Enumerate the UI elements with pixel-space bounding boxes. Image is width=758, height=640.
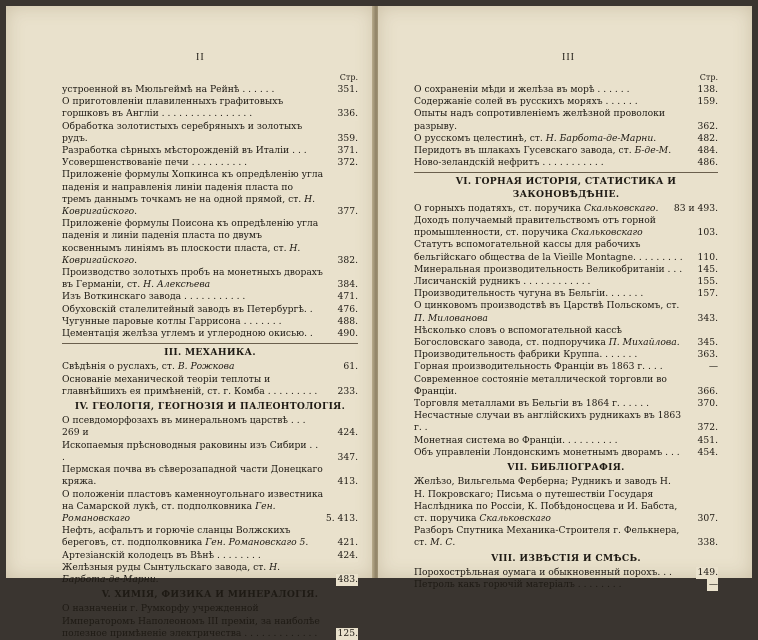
toc-entry [62, 218, 358, 267]
entries-d [62, 603, 358, 640]
entries-a [414, 84, 718, 169]
entry-title: Желѣзо, Вильгельма Ферберна; Рудникъ и заводъ Н. Н. Покровскаго; Письма о путешествіи Государя Наслѣдника по Россіи, К. Побѣдоносцева и И. Бабста, ст. поручика [414, 476, 678, 524]
entry-title: Торговля металлами въ Бельгіи въ 1864 г. . . . . . [414, 398, 650, 410]
entry-title: Основаніе механической теоріи теплоты и главнѣйшихъ ея примѣненій, ст. г. Комба . . . . . . . . . [62, 373, 318, 397]
toc-entry [62, 525, 358, 549]
entry-title: Приложеніе формулы Хопкинса къ опредѣленію угла паденія и направленія линіи паденія пласта по тремъ даннымъ точкамъ не на одной прямой, ст. [62, 169, 324, 205]
entry-title: Перидотъ въ шлакахъ Гусевскаго завода, ст. [414, 145, 632, 157]
entry-page-number: 384. [337, 279, 358, 291]
entry-author: Н. Барбота-де-Марни. [62, 561, 281, 585]
entry-page-number: 138. [697, 84, 718, 95]
entry-page-number: 343. [697, 312, 718, 324]
toc-entry [414, 84, 718, 96]
toc-entry [414, 525, 718, 549]
entry-page-number: 362. [697, 120, 718, 132]
entry-title: Изъ Воткинскаго завода . . . . . . . . . . . [62, 291, 246, 303]
entry-page-number: 159. [697, 96, 718, 108]
entry-page-number: 488. [337, 315, 358, 327]
entry-page-number: 413. [337, 476, 358, 488]
entry-title: Несчастные случаи въ англійскихъ рудникахъ въ 1863 г. . [414, 410, 682, 434]
toc-entry [414, 374, 718, 398]
entry-author: П. Михайлова. [608, 337, 680, 349]
toc-entry [62, 361, 358, 373]
left-page [6, 6, 374, 639]
toc-entry [414, 145, 718, 157]
entry-page-number: 233. [337, 385, 358, 397]
toc-entry [414, 398, 718, 410]
entry-title: Монетная система во Франціи. . . . . . . . . . [414, 434, 618, 446]
toc-entry [62, 440, 358, 464]
toc-entry [62, 304, 358, 316]
toc-entry [414, 300, 718, 324]
entry-author: Ген. Романовскаго [62, 500, 276, 524]
entry-page-number: 471. [337, 291, 358, 303]
entry-title: Порохострѣльная оумага и обыкновенный порохъ. . . [414, 566, 672, 578]
entry-title: О горныхъ податяхъ, ст. поручика [414, 202, 582, 214]
entry-page-number: 451. [697, 434, 718, 446]
entry-title: Свѣдѣнія о руслахъ, ст. [62, 361, 175, 373]
entry-title: Разборъ Спутника Механика-Строителя г. Фелькнера, ст. [414, 525, 680, 549]
entry-title: Объ управленіи Лондонскимъ монетнымъ дворамъ . . . [414, 446, 680, 458]
entry-page-number: 424. [337, 427, 358, 439]
entry-page-number: 382. [337, 254, 358, 266]
toc-entry [414, 215, 718, 239]
entry-title: Горная производительность Франціи въ 1863 г. . . . [414, 361, 663, 373]
section-heading: VII. БИБЛІОГРАФІЯ. [507, 462, 625, 474]
toc-entry [414, 276, 718, 288]
page-number: II [196, 52, 205, 63]
toc-entry [62, 157, 358, 169]
toc-entry [62, 267, 358, 291]
divider [62, 343, 358, 344]
section-heading: IV. ГЕОЛОГІЯ, ГЕОГНОЗІЯ И ПАЛЕОНТОЛОГІЯ. [74, 401, 346, 413]
entry-author: Скальковскаго. [583, 202, 659, 214]
toc-entry [414, 288, 718, 300]
toc-entry [414, 579, 718, 591]
toc-entry [62, 550, 358, 562]
entry-page-number: 372. [697, 422, 718, 434]
toc-entry [62, 121, 358, 145]
entry-page-number: 372. [337, 157, 358, 169]
divider [414, 172, 718, 173]
entry-page-number: 370. [697, 398, 718, 410]
entry-author: В. Рожкова [177, 361, 235, 373]
toc-entry [62, 489, 358, 526]
entry-page-number: 157. [697, 288, 718, 300]
entry-title: Ново-зеландскій нефритъ . . . . . . . . . . . [414, 157, 604, 169]
entry-page-number: 486. [697, 157, 718, 169]
entry-page-number: 83 и 493. [673, 202, 718, 214]
entry-author: Н. Барбота-де-Марни. [545, 132, 657, 144]
toc-entry [414, 203, 718, 215]
entry-page-number: 125. [337, 627, 358, 639]
entry-page-number: 307. [697, 512, 718, 524]
entry-page-number: 345. [697, 337, 718, 349]
entry-page-number: 347. [337, 451, 358, 463]
entry-title: О приготовленіи плавиленныхъ графитовыхъ горшковъ въ Англіи . . . . . . . . . . . . . . . . [62, 96, 284, 120]
entry-page-number: 359. [337, 132, 358, 144]
toc-entry [414, 96, 718, 108]
entries-c [414, 476, 718, 549]
entry-page-number: 351. [337, 84, 358, 95]
entry-author: Н. Ковригайского. [62, 193, 316, 218]
entry-title: Лисичанскій рудникъ . . . . . . . . . . . . [414, 276, 591, 288]
entry-page-number: 338. [697, 537, 718, 549]
toc-entry [414, 435, 718, 447]
entry-page-number: 5. 413. [325, 512, 358, 524]
toc-entry [414, 157, 718, 169]
entry-title: Производство золотыхъ пробъ на монетныхъ дворахъ въ Германіи, ст. [62, 267, 323, 291]
entry-title: Минеральная производительность Великобританіи . . . [414, 263, 683, 275]
entry-title: устроенной въ Мюльгеймѣ на Рейнѣ . . . . . . [62, 84, 275, 95]
entry-page-number: 484. [697, 145, 718, 157]
section-heading: VI. ГОРНАЯ ИСТОРІЯ, СТАТИСТИКА И ЗАКОНОВѢДѢНІЕ. [455, 176, 677, 200]
toc-entry [62, 291, 358, 303]
entry-title: О цинковомъ производствѣ въ Царствѣ Польскомъ, ст. [414, 300, 680, 312]
toc-entry [414, 349, 718, 361]
entry-page-number: 103. [697, 227, 718, 239]
entry-page-number: 424. [337, 549, 358, 561]
entry-page-number: 482. [697, 132, 718, 144]
entry-title: О псевдоморфозахъ въ минеральномъ царствѣ . . . 269 и [62, 415, 306, 439]
entry-page-number: 483. [337, 573, 358, 585]
toc-entry [414, 567, 718, 579]
entry-title: Доходъ получаемый правительствомъ отъ горной промышленности, ст. поручика [414, 215, 656, 239]
entry-page-number: 421. [337, 537, 358, 549]
entry-author: П. Милованова [414, 312, 488, 324]
entry-title: Приложеніе формулы Поисона къ опредѣленію угла паденія и линіи паденія пласта по двумъ косвеннымъ линіямъ въ плоскости пласта, ст. [62, 218, 319, 254]
toc-entry [62, 96, 358, 120]
entry-page-number: 363. [697, 349, 718, 361]
entry-title: Нефть, асфальтъ и горючіе сланцы Волжскихъ береговъ, ст. подполковника [62, 525, 291, 549]
entry-title: Статутъ вспомогательной кассы для рабочихъ бельгійскаго общества de la Vieille Montagne. . . . . . . . . [414, 239, 683, 263]
entries-b [62, 361, 358, 398]
toc-column [62, 72, 358, 640]
section-heading: V. ХИМІЯ, ФИЗИКА И МИНЕРАЛОГІЯ. [101, 589, 319, 601]
entry-page-number: 336. [337, 108, 358, 120]
entry-title: Производительность фабрики Круппа. . . . . . . [414, 349, 638, 361]
entry-title: Желѣзныя руды Сынтульскаго завода, ст. [62, 561, 267, 573]
entry-page-number: — [708, 361, 718, 373]
toc-entry [62, 328, 358, 340]
entry-title: О положеніи пластовъ каменноугольнаго известника на Самарской лукѣ, ст. подполковника [62, 488, 324, 512]
entry-page-number: 371. [337, 145, 358, 157]
entry-title: Содержаніе солей въ русскихъ моряхъ . . . . . . [414, 96, 638, 108]
entry-author: Б-де-М. [634, 145, 672, 157]
entry-title: Обуховскій сталелитейный заводъ въ Петербургѣ. . [62, 303, 313, 315]
toc-entry [62, 464, 358, 488]
entry-title: О русскомъ целестинѣ, ст. [414, 132, 543, 144]
section-heading: VIII. ИЗВѢСТІЯ И СМѢСЬ. [491, 552, 641, 564]
entry-title: Производительность чугуна въ Бельгіи. . . . . . . [414, 288, 644, 300]
toc-entry [414, 447, 718, 459]
page-number: III [562, 52, 575, 63]
toc-entry [62, 84, 358, 96]
toc-entry [62, 316, 358, 328]
entry-page-number: 377. [337, 206, 358, 218]
entry-title: Артезіанскій колодецъ въ Вѣнѣ . . . . . . . . [62, 549, 261, 561]
entry-page-number: 476. [337, 303, 358, 315]
toc-entry [414, 361, 718, 373]
entry-page-number: 490. [337, 328, 358, 340]
entry-author: Скальковскаго [479, 512, 551, 524]
entry-page-number: 110. [697, 251, 718, 263]
toc-entry [414, 410, 718, 434]
toc-entry [414, 108, 718, 132]
entries-d [414, 567, 718, 591]
toc-entry [62, 603, 358, 640]
entry-title: О сохраненіи мѣди и желѣза въ морѣ . . . . . . [414, 84, 630, 95]
toc-entry [414, 264, 718, 276]
entry-author: М. С. [430, 537, 456, 549]
entry-page-number: 149. [697, 566, 718, 578]
entry-title: Современное состояніе металлической торговли во Франціи. [414, 373, 667, 397]
entry-title: Разработка сѣрныхъ мѣсторожденій въ Италіи . . . [62, 145, 307, 157]
toc-entry [414, 476, 718, 525]
entry-title: Чугунные паровые котлы Гаррисона . . . . . . . [62, 315, 282, 327]
toc-entry [62, 562, 358, 586]
entry-title: Петроль какъ горючій матеріалъ . . . . . . . . [414, 578, 622, 590]
entry-page-number: 366. [697, 385, 718, 397]
column-header: Стр. [699, 73, 718, 82]
toc-entry [414, 133, 718, 145]
toc-entry [62, 374, 358, 398]
entry-title: Обработка золотистыхъ серебряныхъ и золотыхъ рудъ. [62, 120, 303, 144]
entry-title: Опыты надъ сопротивленіемъ желѣзной проволоки разрыву. [414, 108, 666, 132]
entry-title: О назначеніи г. Румкорфу учрежденной Императоромъ Наполеономъ III преміи, за наиболѣе полезное примѣненіе электричества . . . . . . . . . . . . . [62, 603, 320, 639]
entries-c [62, 415, 358, 586]
column-header: Стр. [339, 73, 358, 82]
entry-page-number: — [708, 578, 718, 590]
entry-author: Скальковскаго [571, 227, 643, 239]
entry-page-number: 155. [697, 276, 718, 288]
entry-page-number: 61. [343, 361, 358, 373]
entry-title: Ископаемыя прѣсноводныя раковины изъ Сибири . . . [62, 439, 319, 463]
toc-entry [414, 239, 718, 263]
right-page [378, 6, 752, 590]
toc-column [414, 72, 718, 591]
entry-title: Цементація желѣза углемъ и углеродною окисью. . [62, 328, 313, 340]
entries-b [414, 203, 718, 459]
toc-entry [62, 169, 358, 218]
entries-a [62, 84, 358, 340]
entry-author: Н. Ковригайского. [62, 242, 301, 266]
toc-entry [62, 415, 358, 439]
entry-author: Н. Алексѣева [143, 279, 211, 291]
entry-title: Пермская почва въ сѣверозападной части Донецкаго кряжа. [62, 464, 323, 488]
section-heading: III. МЕХАНИКА. [164, 347, 256, 359]
entry-title: Усовершенствованіе печи . . . . . . . . . . [62, 157, 248, 169]
entry-title: Нѣсколько словъ о вспомогательной кассѣ Богословскаго завода, ст. подпоручика [414, 324, 622, 349]
toc-entry [62, 145, 358, 157]
entry-page-number: 454. [697, 446, 718, 458]
toc-entry [414, 325, 718, 349]
entry-page-number: 145. [697, 263, 718, 275]
entry-author: Ген. Романовскаго 5. [205, 537, 309, 549]
